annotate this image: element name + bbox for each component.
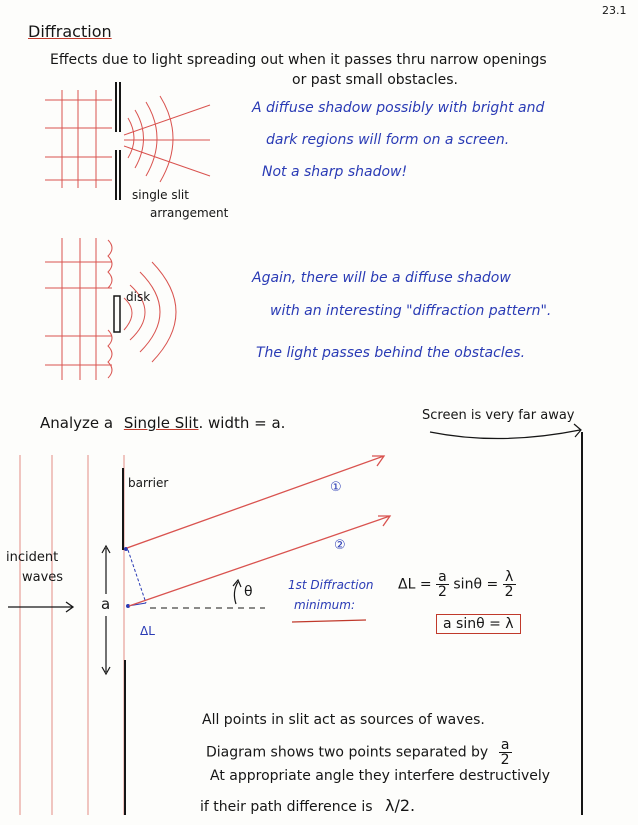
slit-note-line-3: Not a sharp shadow! (262, 164, 408, 180)
slit-note-line-2: dark regions will form on a screen. (266, 132, 510, 148)
summary-line-3: At appropriate angle they interfere destructively (210, 768, 551, 784)
equation-path-difference (398, 570, 516, 599)
disk-obstacle (114, 296, 120, 332)
summary-frac-num: a (499, 738, 512, 753)
incident-arrow (8, 602, 73, 612)
angle-label: θ (244, 584, 253, 600)
eq1-frac-num: a (436, 570, 449, 585)
summary-line-4-text: if their path difference is (200, 799, 373, 815)
screen-pointer (430, 424, 581, 439)
slit-width-label: a (101, 595, 111, 613)
angle-arc (234, 582, 238, 604)
summary-frac-den: 2 (500, 752, 510, 768)
summary-line-1: All points in slit act as sources of waves. (202, 712, 485, 728)
disk-note-line-1: Again, there will be a diffuse shadow (252, 270, 511, 286)
slit-label-line-1: single slit (132, 188, 189, 202)
incident-label-line-1: incident (6, 550, 59, 565)
intro-line-1: Effects due to light spreading out when it passes thru narrow openings (50, 52, 547, 68)
minimum-label-line-2: minimum: (294, 598, 355, 612)
eq1-rhs-fraction (503, 570, 516, 599)
disk-note-line-2: with an interesting "diffraction pattern". (270, 303, 552, 319)
summary-fraction (499, 738, 512, 767)
minimum-label-line-1: 1st Diffraction (288, 578, 374, 592)
path-diff-label: ΔL (140, 624, 155, 638)
summary-line-4 (200, 796, 415, 815)
eq1-rhs-den: 2 (504, 584, 514, 600)
analyze-heading-post: . width = a. (198, 414, 286, 432)
minimum-underline (292, 620, 366, 622)
slit-label-line-2: arrangement (150, 206, 229, 220)
ray-1 (127, 456, 384, 548)
incident-label-line-2: waves (22, 570, 64, 585)
page-title: Diffraction (28, 22, 112, 41)
ray-2 (129, 516, 390, 606)
barrier-label: barrier (128, 476, 169, 490)
slit-note-line-1: A diffuse shadow possibly with bright and (252, 100, 545, 116)
analyze-heading-pre: Analyze a (40, 414, 114, 432)
page-number: 23.1 (602, 4, 627, 17)
wavefront-lines (20, 455, 124, 815)
ray-2-label: ② (334, 538, 346, 553)
eq1-lhs: ΔL = (398, 576, 432, 593)
slit-wave-sketch (45, 90, 210, 188)
disk-wave-sketch (45, 238, 176, 380)
eq1-frac-den: 2 (438, 584, 447, 600)
analyze-heading (40, 414, 285, 432)
intro-line-2: or past small obstacles. (292, 72, 458, 88)
ray-1-label: ① (330, 480, 342, 495)
disk-label: disk (126, 290, 151, 304)
eq1-fraction (436, 570, 449, 599)
analyze-heading-key: Single Slit (123, 414, 199, 432)
summary-line-2-text: Diagram shows two points separated by (206, 744, 489, 761)
disk-note-line-3: The light passes behind the obstacles. (256, 345, 526, 361)
screen-note: Screen is very far away (422, 408, 575, 423)
eq1-mid: sinθ = (453, 576, 499, 593)
eq1-rhs-num: λ (503, 570, 516, 585)
equation-minimum-boxed: a sinθ = λ (436, 614, 521, 634)
summary-line-4-value: λ/2. (385, 796, 416, 815)
summary-line-2 (206, 738, 512, 767)
